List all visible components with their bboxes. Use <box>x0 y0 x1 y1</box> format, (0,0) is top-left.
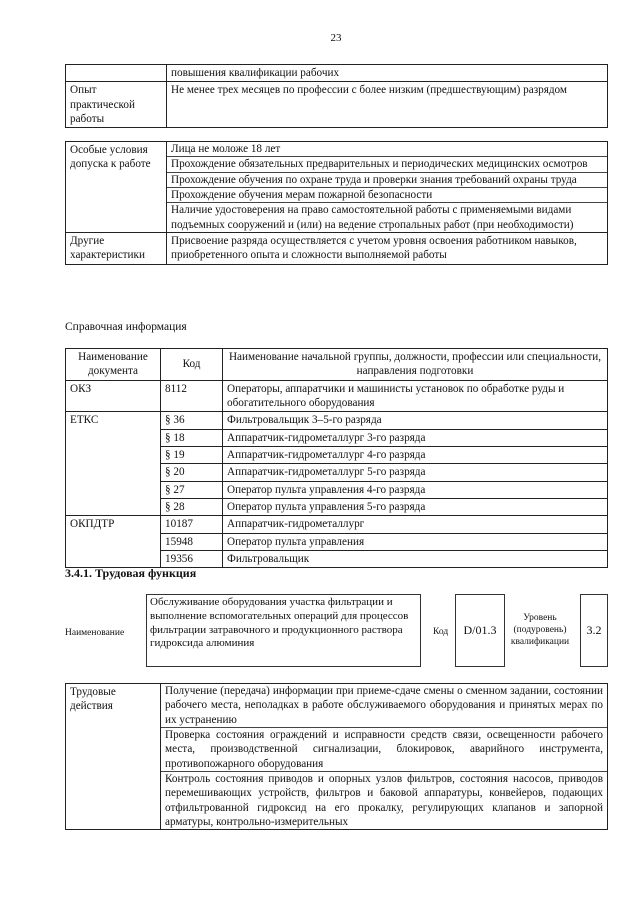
function-name-box <box>146 594 421 667</box>
table-row <box>66 684 608 830</box>
row-value: Не менее трех месяцев по профессии с более низким (предшествующим) разрядом <box>167 82 608 128</box>
other-characteristics-value: Присвоение разряда осуществляется с учетом уровня освоения работником навыков, приобретенного опыта и сложности выполняемой работы <box>167 232 608 264</box>
code-cell: § 19 <box>161 446 223 463</box>
code-cell: 8112 <box>161 380 223 412</box>
code-cell: § 18 <box>161 429 223 446</box>
code-cell: § 28 <box>161 498 223 515</box>
name-cell: Аппаратчик-гидрометаллург 3-го разряда <box>223 429 608 446</box>
list-item: Контроль состояния приводов и опорных узлов фильтров, состояния насосов, приводов перемешивающих устройств, фильтров и баковой аппаратуры, конвейеров, подающих отфильтрованной гидроксид на его прокалку, регулирующих клапанов и запорной арматуры, контрольно-измерительных <box>161 771 607 829</box>
code-cell: § 36 <box>161 412 223 429</box>
table-row <box>66 65 608 82</box>
list-item: Лица не моложе 18 лет <box>171 143 281 155</box>
row-label <box>66 65 167 82</box>
name-label: Наименование <box>65 628 125 638</box>
reference-heading: Справочная информация <box>65 321 187 333</box>
column-header: Наименование документа <box>66 349 161 381</box>
reference-table <box>65 348 608 568</box>
code-cell: 15948 <box>161 533 223 550</box>
function-name-value: Обслуживание оборудования участка фильтрации и выполнение вспомогательных операций для процессов фильтрации затравочного и продукционного раствора гидроксида алюминия <box>150 596 409 650</box>
column-header: Код <box>161 349 223 381</box>
column-header: Наименование начальной группы, должности, профессии или специальности, направления подготовки <box>223 349 608 381</box>
labor-actions-table <box>65 683 608 830</box>
qualification-table <box>65 64 608 128</box>
name-cell: Оператор пульта управления 5-го разряда <box>223 498 608 515</box>
code-cell: 10187 <box>161 516 223 533</box>
table-row <box>66 232 608 264</box>
labor-actions-label: Трудовые действия <box>66 684 161 830</box>
list-item: Наличие удостоверения на право самостоятельной работы с применяемыми видами подъемных сооружений и (или) на ведение стропальных работ (при необходимости) <box>167 202 607 232</box>
name-cell: Операторы, аппаратчики и машинисты установок по обработке руды и обогатительного оборудования <box>223 380 608 412</box>
table-row <box>66 412 608 429</box>
name-cell: Аппаратчик-гидрометаллург 5-го разряда <box>223 464 608 481</box>
code-cell: 19356 <box>161 550 223 567</box>
special-conditions-list <box>167 142 608 233</box>
name-cell: Аппаратчик-гидрометаллург 4-го разряда <box>223 446 608 463</box>
name-cell: Оператор пульта управления 4-го разряда <box>223 481 608 498</box>
row-label: Опыт практической работы <box>66 82 167 128</box>
name-cell: Фильтровальщик <box>223 550 608 567</box>
name-cell: Фильтровальщик 3–5-го разряда <box>223 412 608 429</box>
code-box <box>455 594 505 667</box>
list-item: Проверка состояния ограждений и исправности средств связи, освещенности рабочего места, производственной сигнализации, блокировок, аварийного инструмента, противопожарного оборудования <box>161 727 607 771</box>
list-item: Прохождение обучения по охране труда и проверки знания требований охраны труда <box>167 172 607 187</box>
table-row <box>66 380 608 412</box>
level-value: 3.2 <box>586 622 602 637</box>
conditions-table <box>65 141 608 265</box>
table-row <box>66 516 608 533</box>
table-header-row <box>66 349 608 381</box>
code-value: D/01.3 <box>463 622 497 637</box>
row-value: повышения квалификации рабочих <box>167 65 608 82</box>
other-characteristics-label: Другие характеристики <box>66 232 167 264</box>
list-item: Прохождение обязательных предварительных и периодических медицинских осмотров <box>167 156 607 171</box>
table-row <box>66 142 608 233</box>
code-cell: § 20 <box>161 464 223 481</box>
name-cell: Оператор пульта управления <box>223 533 608 550</box>
doc-name: ЕТКС <box>66 412 161 516</box>
function-heading: 3.4.1. Трудовая функция <box>65 566 197 580</box>
list-item: Получение (передача) информации при приеме-сдаче смены о сменном задании, состоянии рабочего места, неполадках в работе обслуживаемого оборудования и принятых мерах по их устранению <box>165 685 603 726</box>
doc-name: ОКПДТР <box>66 516 161 568</box>
name-cell: Аппаратчик-гидрометаллург <box>223 516 608 533</box>
special-conditions-label: Особые условия допуска к работе <box>66 142 167 233</box>
table-row <box>66 82 608 128</box>
level-label: Уровень (подуровень) квалификации <box>510 613 570 647</box>
code-cell: § 27 <box>161 481 223 498</box>
code-label: Код <box>433 627 449 637</box>
level-box <box>580 594 608 667</box>
doc-name: ОКЗ <box>66 380 161 412</box>
labor-actions-list <box>161 684 608 830</box>
page-number: 23 <box>330 32 342 44</box>
list-item: Прохождение обучения мерам пожарной безопасности <box>167 187 607 202</box>
